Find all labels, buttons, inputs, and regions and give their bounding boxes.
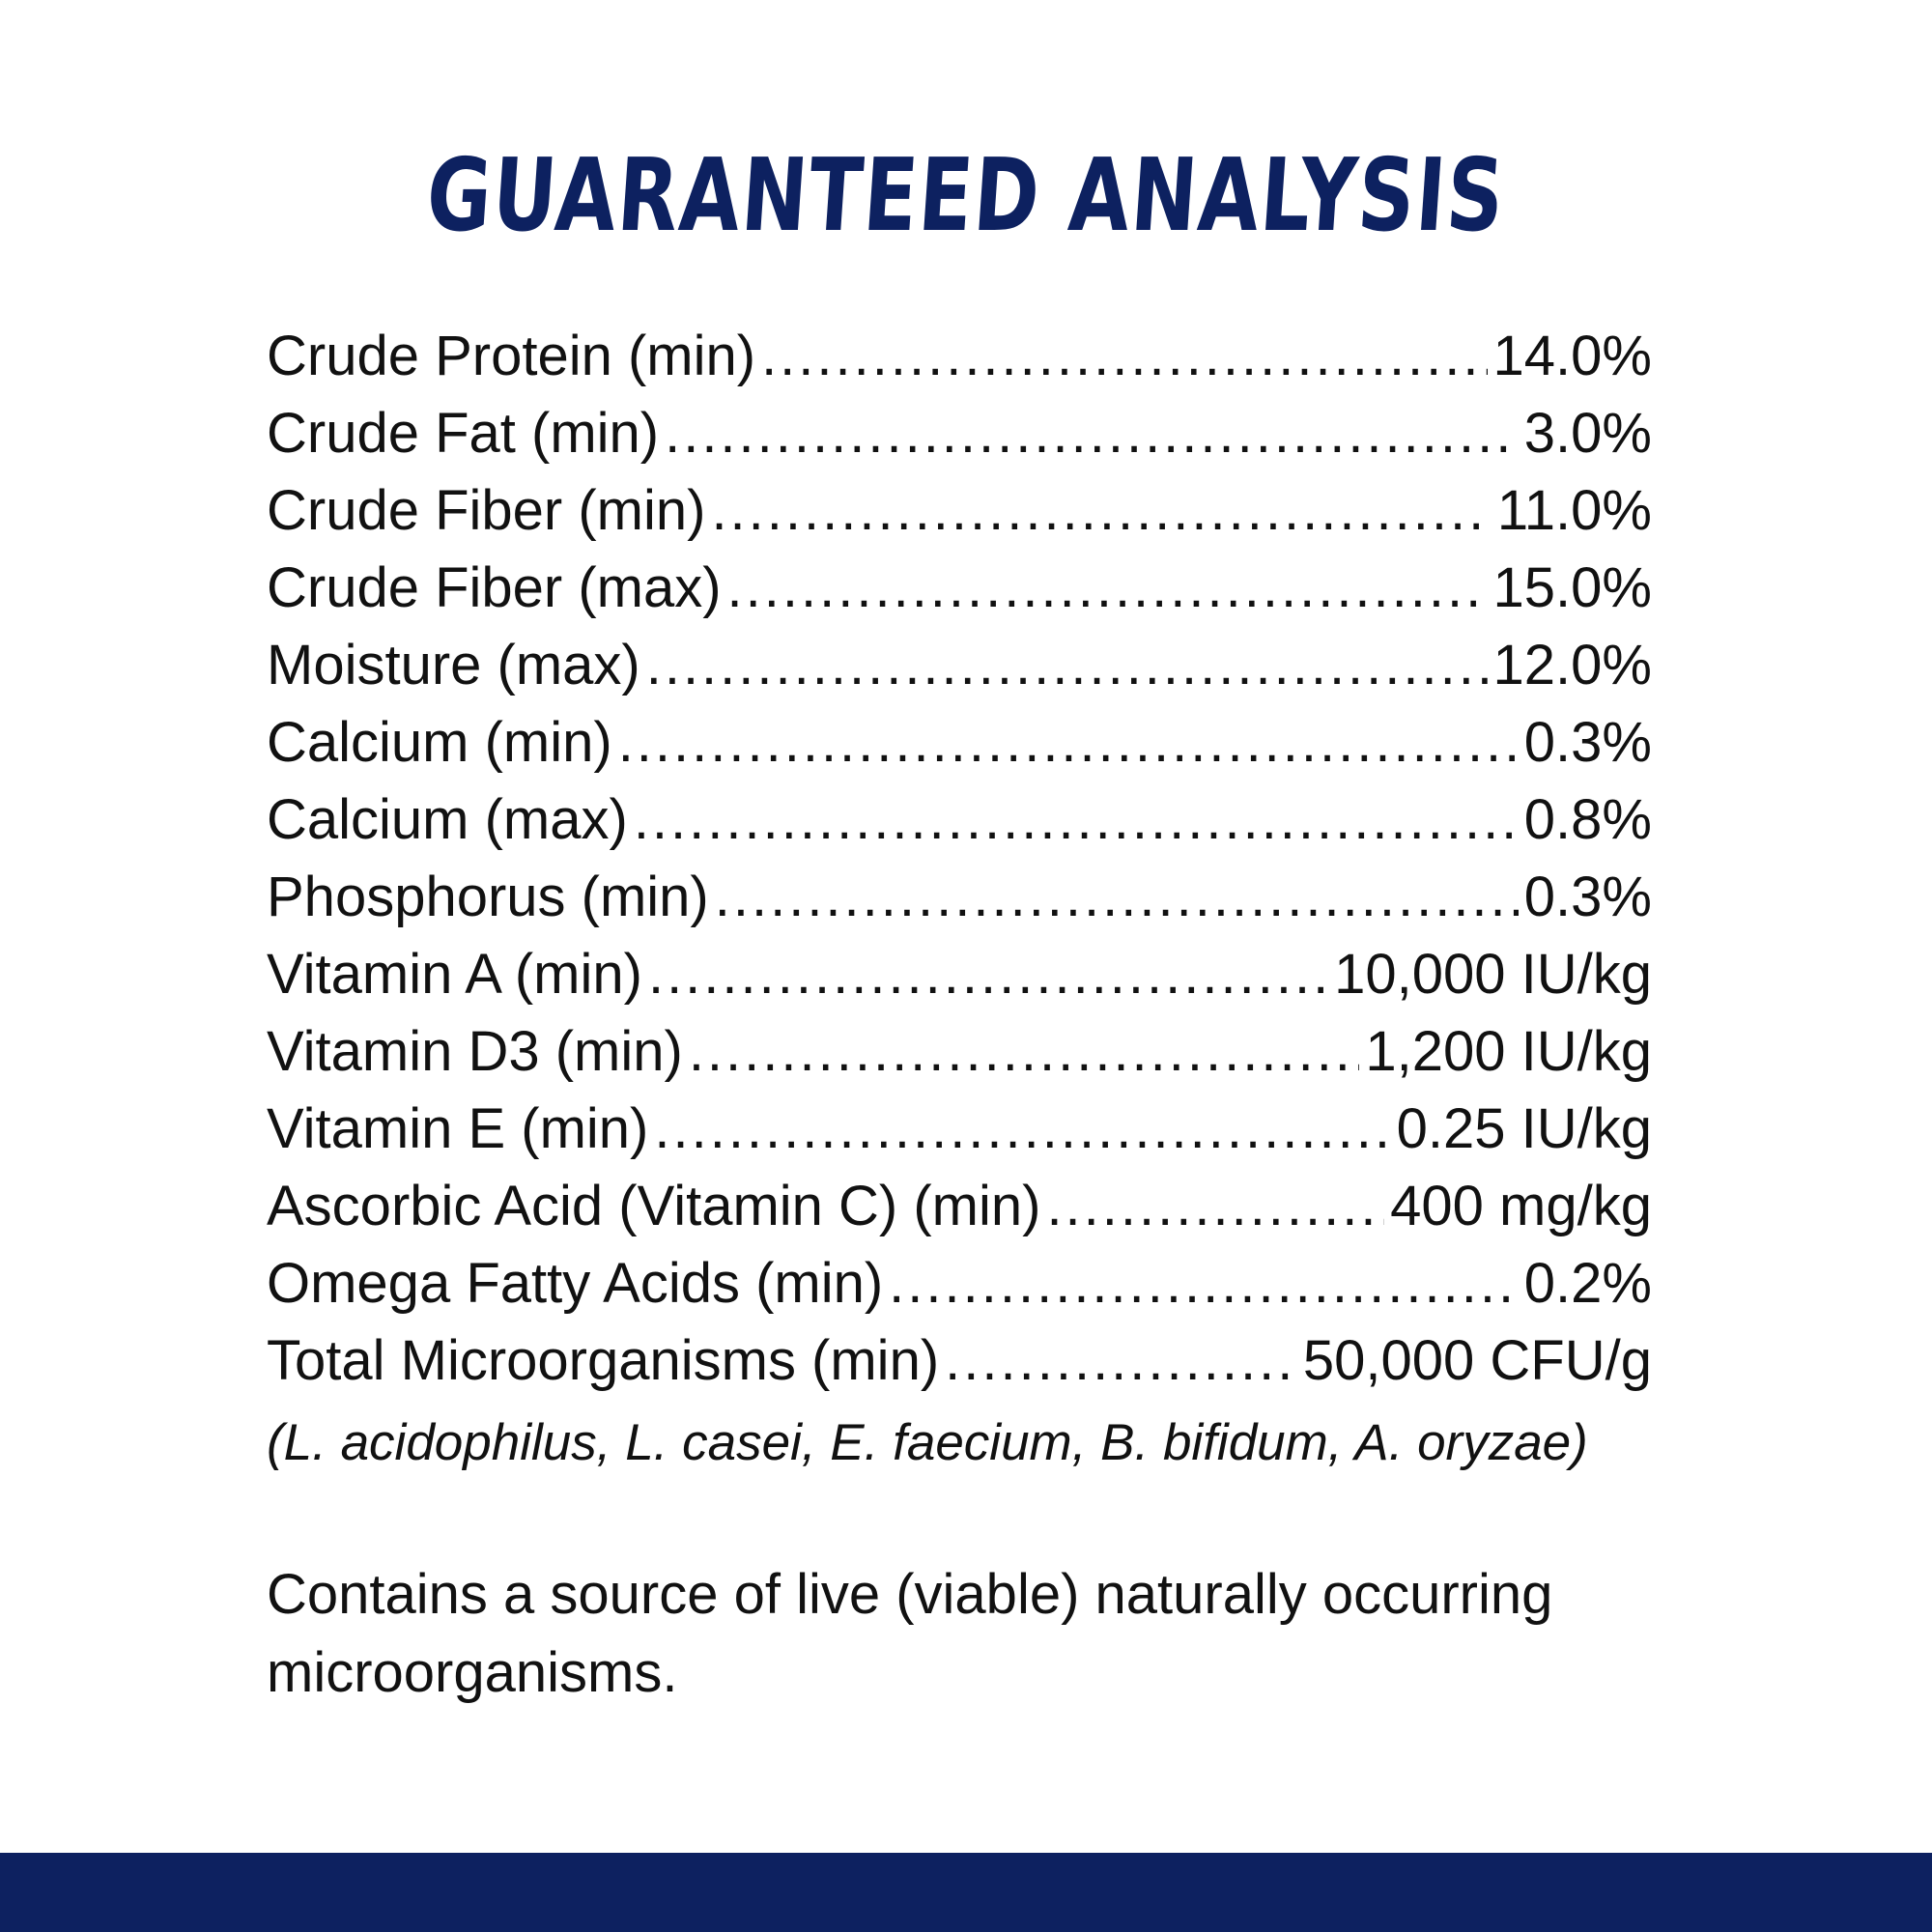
- analysis-table: [267, 318, 1652, 1400]
- row-label: Total Microorganisms (min): [267, 1329, 940, 1392]
- row-value: 0.25 IU/kg: [1396, 1097, 1652, 1160]
- row-label: Crude Fiber (max): [267, 556, 722, 619]
- row-value: 3.0%: [1523, 402, 1652, 465]
- row-label: Crude Protein (min): [267, 325, 756, 387]
- analysis-row: [267, 1245, 1652, 1322]
- row-value: 10,000 IU/kg: [1334, 943, 1652, 1006]
- dot-leader: [711, 472, 1491, 550]
- row-value: 0.8%: [1523, 788, 1652, 851]
- analysis-row: [267, 1168, 1652, 1245]
- row-value: 12.0%: [1492, 634, 1652, 696]
- row-label: Omega Fatty Acids (min): [267, 1252, 884, 1315]
- dot-leader: [646, 627, 1488, 704]
- dot-leader: [889, 1245, 1519, 1322]
- page-title: GUARANTEED ANALYSIS: [423, 136, 1509, 254]
- dot-leader: [618, 704, 1519, 781]
- dot-leader: [634, 781, 1519, 859]
- row-value: 14.0%: [1492, 325, 1652, 387]
- analysis-row: [267, 1013, 1652, 1091]
- row-label: Crude Fat (min): [267, 402, 660, 465]
- analysis-row: [267, 859, 1652, 936]
- analysis-row: [267, 1091, 1652, 1168]
- row-label: Vitamin A (min): [267, 943, 642, 1006]
- dot-leader: [727, 550, 1488, 627]
- analysis-row: [267, 550, 1652, 627]
- row-label: Calcium (min): [267, 711, 612, 774]
- row-value: 15.0%: [1492, 556, 1652, 619]
- analysis-row: [267, 627, 1652, 704]
- row-label: Calcium (max): [267, 788, 628, 851]
- dot-leader: [654, 1091, 1390, 1168]
- analysis-row: [267, 318, 1652, 395]
- dot-leader: [761, 318, 1487, 395]
- dot-leader: [689, 1013, 1360, 1091]
- row-value: 0.3%: [1523, 866, 1652, 928]
- dot-leader: [665, 395, 1519, 472]
- dot-leader: [1046, 1168, 1384, 1245]
- analysis-row: [267, 1322, 1652, 1400]
- row-label: Vitamin D3 (min): [267, 1020, 683, 1083]
- dot-leader: [715, 859, 1519, 936]
- row-value: 0.3%: [1523, 711, 1652, 774]
- row-label: Phosphorus (min): [267, 866, 709, 928]
- row-value: 11.0%: [1496, 479, 1652, 542]
- dot-leader: [945, 1322, 1297, 1400]
- analysis-row: [267, 936, 1652, 1013]
- row-label: Vitamin E (min): [267, 1097, 649, 1160]
- microorganism-note: Contains a source of live (viable) naturally occurring microorganisms.: [267, 1563, 1553, 1704]
- analysis-row: [267, 395, 1652, 472]
- row-value: 50,000 CFU/g: [1302, 1329, 1652, 1392]
- dot-leader: [648, 936, 1328, 1013]
- row-label: Ascorbic Acid (Vitamin C) (min): [267, 1175, 1041, 1237]
- row-value: 0.2%: [1523, 1252, 1652, 1315]
- row-value: 400 mg/kg: [1390, 1175, 1652, 1237]
- footer-band: [0, 1853, 1932, 1932]
- row-value: 1,200 IU/kg: [1365, 1020, 1652, 1083]
- row-label: Crude Fiber (min): [267, 479, 706, 542]
- row-label: Moisture (max): [267, 634, 640, 696]
- analysis-row: [267, 472, 1652, 550]
- analysis-row: [267, 704, 1652, 781]
- strains-list: (L. acidophilus, L. casei, E. faecium, B. bifidum, A. oryzae): [267, 1414, 1588, 1471]
- analysis-row: [267, 781, 1652, 859]
